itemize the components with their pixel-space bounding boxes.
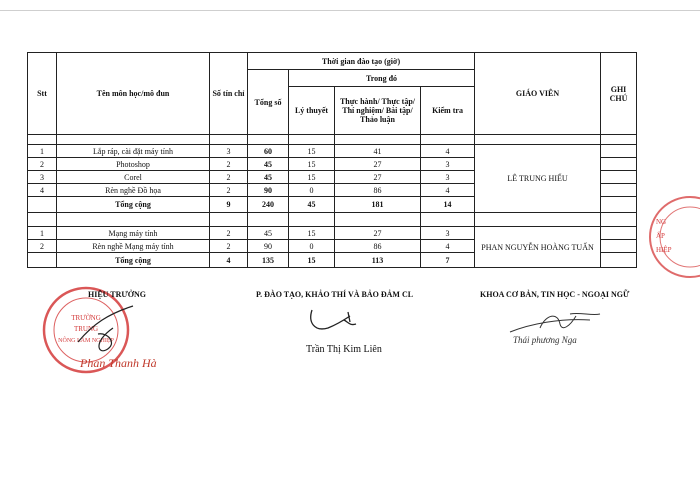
training-office-title: P. ĐÀO TẠO, KHẢO THÍ VÀ BẢO ĐẢM CL (256, 290, 414, 299)
cell-credits: 2 (210, 227, 248, 240)
cell-total: 90 (248, 184, 289, 197)
header-theory: Lý thuyết (289, 87, 335, 135)
total-exam: 7 (421, 253, 475, 268)
stamp-line2: TRUNG (73, 325, 99, 333)
top-rule (0, 10, 700, 11)
cell-exam: 3 (421, 171, 475, 184)
cell-subject: Mạng máy tính (57, 227, 210, 240)
header-training-time: Thời gian đào tạo (giờ) (248, 53, 475, 70)
stamp-line3: NÔNG LÂM NGHIỆP (58, 338, 114, 344)
training-table (27, 52, 637, 268)
cell-theory: 15 (289, 145, 335, 158)
total-credits: 4 (210, 253, 248, 268)
cell-subject: Photoshop (57, 158, 210, 171)
cell-stt: 1 (28, 145, 57, 158)
cell-theory: 15 (289, 227, 335, 240)
cell-subject: Corel (57, 171, 210, 184)
header-teacher: GIÁO VIÊN (475, 53, 601, 135)
cell-theory: 0 (289, 240, 335, 253)
cell-practice: 86 (335, 184, 421, 197)
cell-total: 45 (248, 227, 289, 240)
svg-text:NG: NG (656, 218, 667, 226)
cell-theory: 15 (289, 158, 335, 171)
cell-credits: 2 (210, 171, 248, 184)
total-label: Tổng cộng (57, 253, 210, 268)
cell-practice: 41 (335, 145, 421, 158)
teacher-group2: PHAN NGUYỄN HOÀNG TUẤN (475, 227, 601, 268)
cell-stt: 1 (28, 227, 57, 240)
header-credits: Số tín chỉ (210, 53, 248, 135)
header-exam: Kiểm tra (421, 87, 475, 135)
header-subject: Tên môn học/mô đun (57, 53, 210, 135)
total-exam: 14 (421, 197, 475, 213)
faculty-name: Thái phương Nga (513, 335, 577, 345)
cell-credits: 2 (210, 240, 248, 253)
teacher-group1: LÊ TRUNG HIẾU (475, 145, 601, 213)
principal-title: HIỆU TRƯỞNG (88, 290, 147, 299)
cell-subject: Rèn nghề Mạng máy tính (57, 240, 210, 253)
training-office-name: Trần Thị Kim Liên (306, 344, 382, 355)
header-practice: Thực hành/ Thực tập/ Thí nghiệm/ Bài tập/ Thảo luận (335, 87, 421, 135)
total-hours: 240 (248, 197, 289, 213)
total-practice: 181 (335, 197, 421, 213)
cell-stt: 4 (28, 184, 57, 197)
cell-credits: 2 (210, 158, 248, 171)
cell-exam: 3 (421, 227, 475, 240)
cell-practice: 27 (335, 171, 421, 184)
cell-stt: 2 (28, 158, 57, 171)
principal-name: Phan Thanh Hà (80, 356, 157, 370)
cell-total: 45 (248, 158, 289, 171)
cell-practice: 27 (335, 158, 421, 171)
cell-total: 60 (248, 145, 289, 158)
cell-stt: 3 (28, 171, 57, 184)
total-practice: 113 (335, 253, 421, 268)
cell-subject: Rèn nghề Đồ họa (57, 184, 210, 197)
cell-theory: 15 (289, 171, 335, 184)
header-of-which: Trong đó (289, 70, 475, 87)
faculty-title: KHOA CƠ BẢN, TIN HỌC - NGOẠI NGỮ (480, 290, 630, 299)
cell-practice: 86 (335, 240, 421, 253)
total-hours: 135 (248, 253, 289, 268)
header-note: GHI CHÚ (601, 53, 637, 135)
cell-total: 45 (248, 171, 289, 184)
cell-exam: 4 (421, 240, 475, 253)
cell-credits: 2 (210, 184, 248, 197)
stamp-edge-icon (644, 192, 700, 282)
total-theory: 15 (289, 253, 335, 268)
total-credits: 9 (210, 197, 248, 213)
cell-exam: 3 (421, 158, 475, 171)
cell-exam: 4 (421, 184, 475, 197)
svg-text:ẤP: ẤP (656, 232, 665, 240)
signature-lien-icon (304, 302, 364, 338)
stamp-line1: TRƯỜNG (71, 314, 101, 322)
svg-text:HIỆP: HIỆP (656, 246, 672, 254)
total-label: Tổng cộng (57, 197, 210, 213)
table-row (28, 227, 637, 240)
cell-stt: 2 (28, 240, 57, 253)
table-row (28, 145, 637, 158)
cell-exam: 4 (421, 145, 475, 158)
total-theory: 45 (289, 197, 335, 213)
cell-practice: 27 (335, 227, 421, 240)
header-total: Tổng số (248, 70, 289, 135)
header-stt: Stt (28, 53, 57, 135)
cell-total: 90 (248, 240, 289, 253)
cell-theory: 0 (289, 184, 335, 197)
cell-credits: 3 (210, 145, 248, 158)
cell-subject: Lắp ráp, cài đặt máy tính (57, 145, 210, 158)
